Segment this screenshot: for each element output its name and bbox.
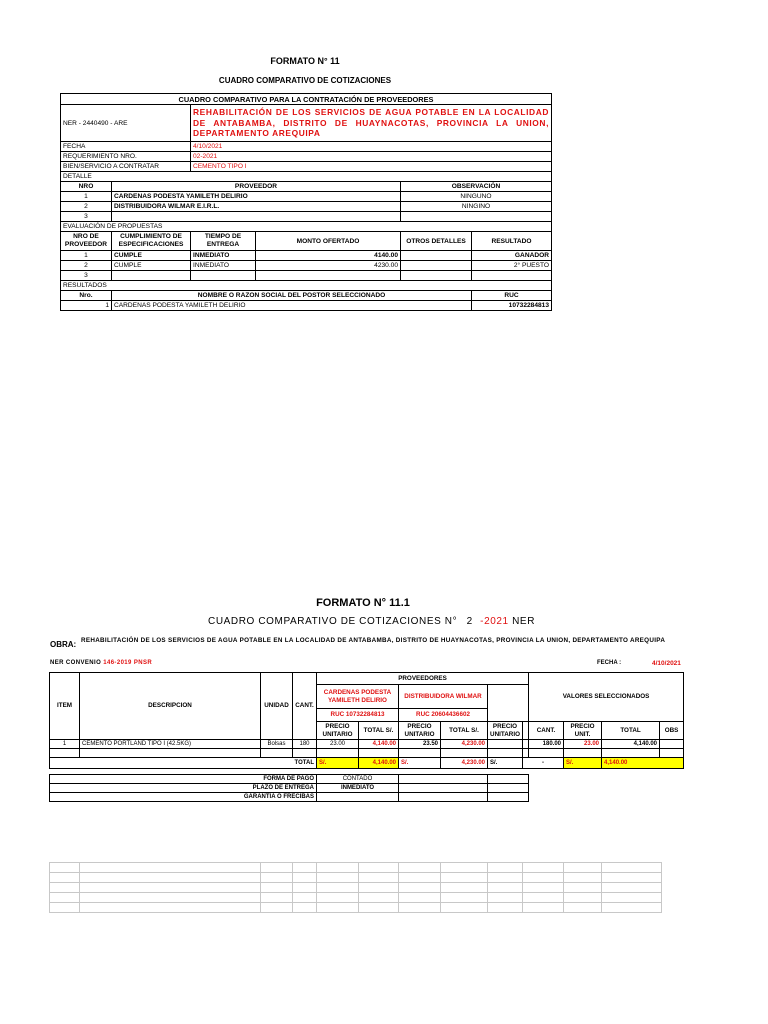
- plazo-label: PLAZO DE ENTREGA: [50, 784, 317, 793]
- formato-11-subtitle: CUADRO COMPARATIVO DE COTIZACIONES: [218, 76, 392, 85]
- formato-11-1-table: [49, 672, 684, 802]
- sel-total-value: 4,140.00: [602, 758, 684, 769]
- item-sel-pu: 23.00: [564, 740, 602, 749]
- fecha-value: 4/10/2021: [191, 142, 552, 152]
- total3-currency: S/.: [488, 758, 523, 769]
- prov2-name: DISTRIBUIDORA WILMAR: [399, 685, 488, 709]
- item-pu2: 23.50: [399, 740, 441, 749]
- eval-col-otros: OTROS DETALLES: [401, 232, 472, 251]
- total-row: [50, 758, 684, 769]
- res-ruc: 10732284813: [472, 301, 552, 311]
- valores-header: VALORES SELECCIONADOS: [529, 673, 684, 722]
- eval-col-nro: NRO DE PROVEEDOR: [61, 232, 112, 251]
- eval-col-cumplimiento: CUMPLIMIENTO DE ESPECIFICACIONES: [112, 232, 191, 251]
- eval-nro: 2: [61, 261, 112, 271]
- col-sel-cant: CANT.: [529, 722, 564, 740]
- eval-monto: 4140.00: [256, 251, 401, 261]
- col-unidad: UNIDAD: [261, 673, 293, 740]
- item-descripcion: CEMENTO PORTLAND TIPO I (42.5KG): [80, 740, 261, 749]
- proveedor-nro: 1: [61, 192, 112, 202]
- eval-tiempo: INMEDIATO: [191, 261, 256, 271]
- eval-tiempo: [191, 271, 256, 281]
- item-cant: 180: [293, 740, 317, 749]
- table-row: [61, 192, 552, 202]
- eval-cumplimiento: [112, 271, 191, 281]
- prov1-ruc: RUC 10732284813: [317, 709, 399, 722]
- subtitle-text: CUADRO COMPARATIVO DE COTIZACIONES N°: [208, 616, 458, 627]
- proveedor-nro: 2: [61, 202, 112, 212]
- col-nro: NRO: [61, 182, 112, 192]
- resultados-label: RESULTADOS: [61, 281, 552, 291]
- eval-resultado: GANADOR: [472, 251, 552, 261]
- table-row: [61, 301, 552, 311]
- formato-11-1-title: FORMATO N° 11.1: [316, 597, 410, 609]
- eval-tiempo: INMEDIATO: [191, 251, 256, 261]
- item-obs: [660, 740, 684, 749]
- prov2-ruc: RUC 20604436602: [399, 709, 488, 722]
- table-row: [61, 261, 552, 271]
- total1-value: 4,140.00: [359, 758, 399, 769]
- item-nro: 1: [50, 740, 80, 749]
- eval-nro: 1: [61, 251, 112, 261]
- table-row: [61, 212, 552, 222]
- subtitle-ner: NER: [512, 616, 536, 627]
- eval-nro: 3: [61, 271, 112, 281]
- col-pu3: PRECIO UNITARIO: [488, 722, 523, 740]
- col-sel-total: TOTAL: [602, 722, 660, 740]
- eval-col-monto: MONTO OFERTADO: [256, 232, 401, 251]
- sel-total-currency: S/.: [564, 758, 602, 769]
- total2-value: 4,230.00: [441, 758, 488, 769]
- subtitle-number: 2: [466, 616, 473, 627]
- ner-label: NER - 2440490 - ARE: [61, 105, 191, 142]
- eval-monto: [256, 271, 401, 281]
- res-col-nro: Nro.: [61, 291, 112, 301]
- col-descripcion: DESCRIPCION: [80, 673, 261, 740]
- eval-otros: [401, 261, 472, 271]
- plazo-value: INMEDIATO: [317, 784, 399, 793]
- col-tot1: TOTAL S/.: [359, 722, 399, 740]
- obra-label: OBRA:: [50, 640, 77, 649]
- item-sel-cant: 180.00: [529, 740, 564, 749]
- item-pu1: 23.00: [317, 740, 359, 749]
- table-row: [50, 749, 684, 758]
- eval-monto: 4230.00: [256, 261, 401, 271]
- col-pu1: PRECIO UNITARIO: [317, 722, 359, 740]
- fecha-label-2: FECHA :: [597, 660, 622, 666]
- bien-label: BIEN/SERVICIO A CONTRATAR: [61, 162, 191, 172]
- item-tot1: 4,140.00: [359, 740, 399, 749]
- convenio-value: 146-2019 PNSR: [103, 660, 153, 666]
- convenio-label: NER CONVENIO: [50, 660, 102, 666]
- formato-11-1-subtitle: [208, 616, 535, 627]
- table-row: [50, 740, 684, 749]
- eval-cumplimiento: CUMPLE: [112, 261, 191, 271]
- col-item: ITEM: [50, 673, 80, 740]
- item-tot2: 4,230.00: [441, 740, 488, 749]
- col-cant: CANT.: [293, 673, 317, 740]
- total3-value: -: [523, 758, 564, 769]
- eval-col-resultado: RESULTADO: [472, 232, 552, 251]
- col-obs: OBS: [660, 722, 684, 740]
- eval-resultado: [472, 271, 552, 281]
- forma-pago-value: CONTADO: [317, 775, 399, 784]
- garantia-value: [317, 793, 399, 802]
- proveedor-nombre: DISTRIBUIDORA WILMAR E.I.R.L.: [112, 202, 401, 212]
- proveedor-obs: [401, 212, 552, 222]
- total-label: TOTAL: [50, 758, 317, 769]
- detalle-label: DETALLE: [61, 172, 552, 182]
- formato-11-table: [60, 93, 552, 311]
- total1-currency: S/.: [317, 758, 359, 769]
- eval-otros: [401, 271, 472, 281]
- proveedor-obs: NINGUNO: [401, 192, 552, 202]
- prov1-name: CARDENAS PODESTA YAMILETH DELIRIO: [317, 685, 399, 709]
- forma-pago-label: FORMA DE PAGO: [50, 775, 317, 784]
- requerimiento-value: 02-2021: [191, 152, 552, 162]
- col-pu2: PRECIO UNITARIO: [399, 722, 441, 740]
- obra-text: REHABILITACIÓN DE LOS SERVICIOS DE AGUA POTABLE EN LA LOCALIDAD DE ANTABAMBA, DISTRITO DE HUAYNACOTAS, PROVINCIA LA UNION, DEPARTAMENTO AREQUIPA: [81, 637, 666, 644]
- item-sel-total: 4,140.00: [602, 740, 660, 749]
- res-nro: 1: [61, 301, 112, 311]
- proveedor-nombre: CARDENAS PODESTA YAMILETH DELIRIO: [112, 192, 401, 202]
- table-row: [61, 251, 552, 261]
- proveedor-nro: 3: [61, 212, 112, 222]
- eval-cumplimiento: CUMPLE: [112, 251, 191, 261]
- eval-col-tiempo: TIEMPO DE ENTREGA: [191, 232, 256, 251]
- col-observacion: OBSERVACIÓN: [401, 182, 552, 192]
- col-sel-pu: PRECIO UNIT.: [564, 722, 602, 740]
- fecha-label: FECHA: [61, 142, 191, 152]
- subtitle-year: -2021: [480, 616, 509, 627]
- proveedores-header: PROVEEDORES: [317, 673, 529, 685]
- col-proveedor: PROVEEDOR: [112, 182, 401, 192]
- proveedor-obs: NINGINO: [401, 202, 552, 212]
- eval-resultado: 2° PUESTO: [472, 261, 552, 271]
- formato-11-title: FORMATO N° 11: [270, 56, 340, 66]
- res-col-nombre: NOMBRE O RAZON SOCIAL DEL POSTOR SELECCIONADO: [112, 291, 472, 301]
- table-header: CUADRO COMPARATIVO PARA LA CONTRATACIÓN DE PROVEEDORES: [61, 94, 552, 105]
- table-row: [61, 271, 552, 281]
- total2-currency: S/.: [399, 758, 441, 769]
- fecha-value-2: 4/10/2021: [652, 660, 681, 667]
- proveedor-nombre: [112, 212, 401, 222]
- table-row: [61, 202, 552, 212]
- res-col-ruc: RUC: [472, 291, 552, 301]
- bien-value: CEMENTO TIPO I: [191, 162, 552, 172]
- res-nombre: CARDENAS PODESTA YAMILETH DELIRIO: [112, 301, 472, 311]
- eval-otros: [401, 251, 472, 261]
- evaluacion-label: EVALUACIÓN DE PROPUESTAS: [61, 222, 552, 232]
- requerimiento-label: REQUERIMIENTO NRO.: [61, 152, 191, 162]
- item-pu3: [488, 740, 523, 749]
- prov3-name: [488, 685, 529, 722]
- item-unidad: Bolsas: [261, 740, 293, 749]
- obra-text: REHABILITACIÓN DE LOS SERVICIOS DE AGUA POTABLE EN LA LOCALIDAD DE ANTABAMBA, DISTRITO DE HUAYNACOTAS, PROVINCIA LA UNION, DEPARTAMENTO AREQUIPA: [191, 105, 552, 142]
- convenio-row: [50, 660, 152, 666]
- col-tot2: TOTAL S/.: [441, 722, 488, 740]
- empty-grid: [49, 862, 662, 913]
- garantia-label: GARANTIA O FRECIBAS: [50, 793, 317, 802]
